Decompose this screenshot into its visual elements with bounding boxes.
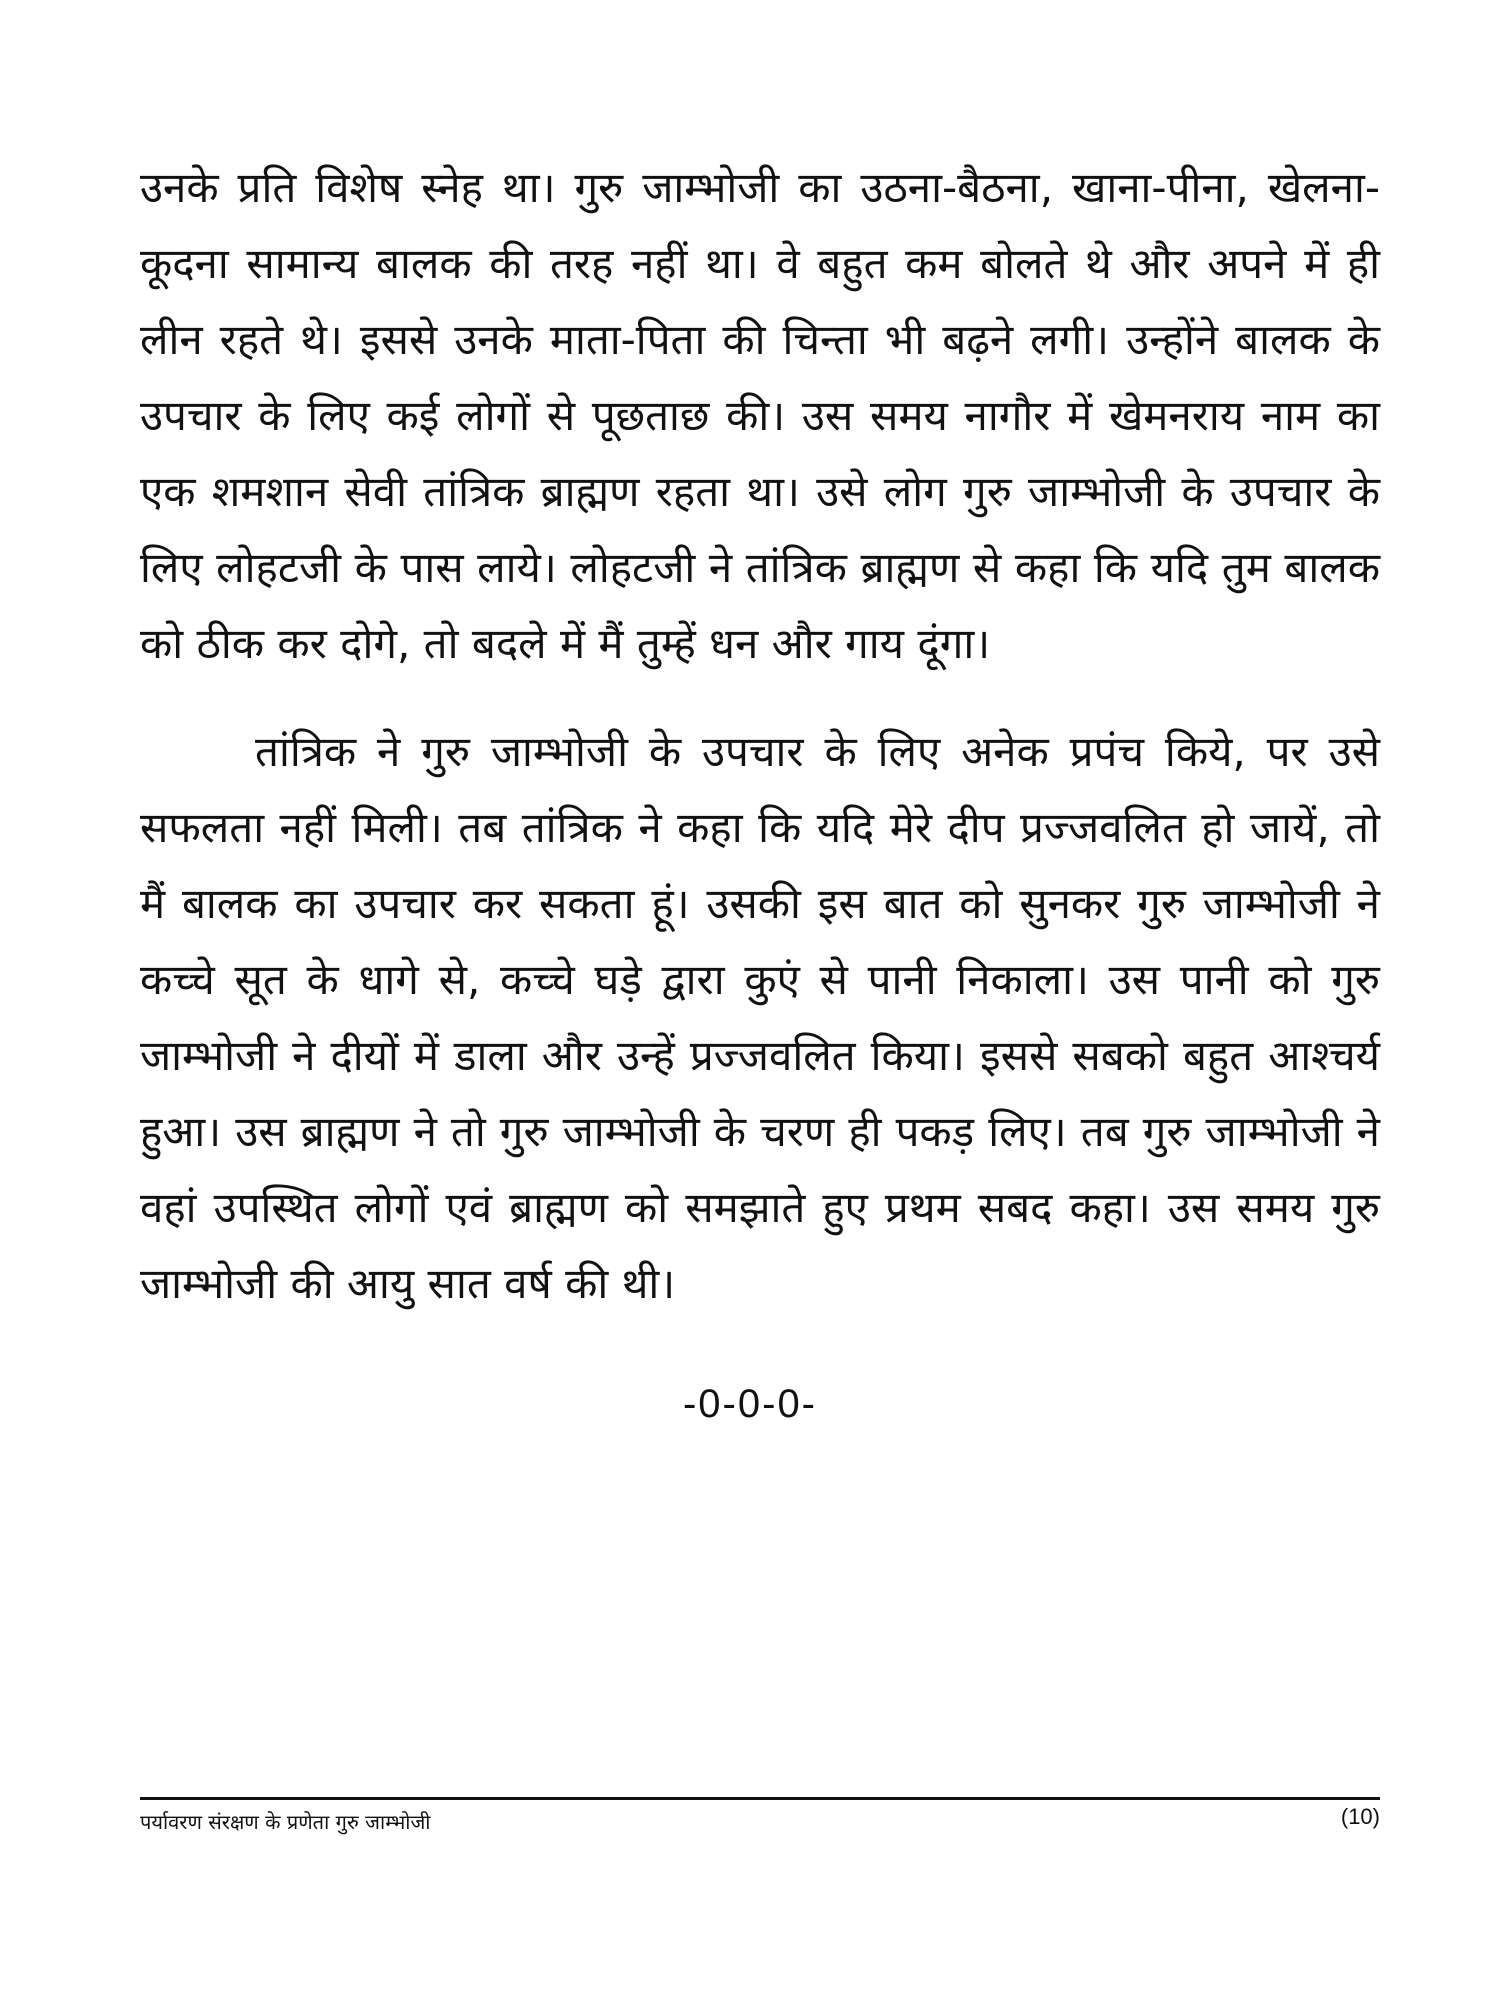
section-end-mark: -0-0-0- — [682, 1382, 818, 1426]
footer-book-title: पर्यावरण संरक्षण के प्रणेता गुरु जाम्भोजी — [140, 1810, 431, 1834]
paragraph-1: उनके प्रति विशेष स्नेह था। गुरु जाम्भोजी का उठना-बैठना, खाना-पीना, खेलना-कूदना सामान्य बालक की तरह नहीं था। वे बहुत कम बोलते थे और अपने में ही लीन रहते थे। इससे उनके माता-पिता की चिन्ता भी बढ़ने लगी। उन्होंने बालक के उपचार के लिए कई लोगों से पूछताछ की। उस समय नागौर में खेमनराय नाम का एक शमशान सेवी तांत्रिक ब्राह्मण रहता था। उसे लोग गुरु जाम्भोजी के उपचार के लिए लोहटजी के पास लाये। लोहटजी ने तांत्रिक ब्राह्मण से कहा कि यदि तुम बालक को ठीक कर दोगे, तो बदले में मैं तुम्हें धन और गाय दूंगा। — [140, 163, 1380, 668]
footer-divider — [140, 1797, 1380, 1800]
page-number: (10) — [1340, 1804, 1380, 1829]
body-text — [140, 150, 1380, 1322]
paragraph-2: तांत्रिक ने गुरु जाम्भोजी के उपचार के लिए अनेक प्रपंच किये, पर उसे सफलता नहीं मिली। तब तांत्रिक ने कहा कि यदि मेरे दीप प्रज्जवलित हो जायें, तो मैं बालक का उपचार कर सकता हूं। उसकी इस बात को सुनकर गुरु जाम्भोजी ने कच्चे सूत के धागे से, कच्चे घड़े द्वारा कुएं से पानी निकाला। उस पानी को गुरु जाम्भोजी ने दीयों में डाला और उन्हें प्रज्जवलित किया। इससे सबको बहुत आश्चर्य हुआ। उस ब्राह्मण ने तो गुरु जाम्भोजी के चरण ही पकड़ लिए। तब गुरु जाम्भोजी ने वहां उपस्थित लोगों एवं ब्राह्मण को समझाते हुए प्रथम सबद कहा। उस समय गुरु जाम्भोजी की आयु सात वर्ष की थी। — [140, 727, 1380, 1308]
